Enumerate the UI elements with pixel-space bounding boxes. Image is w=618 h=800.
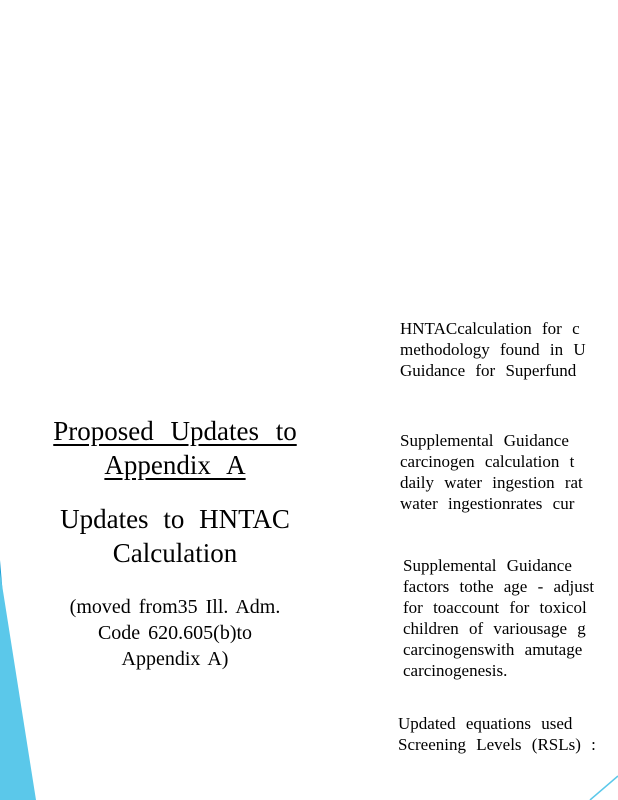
paragraph-line: children of variousage g [403,619,586,638]
paragraph-age-adjustment [403,555,618,681]
note-line-3: Appendix A) [121,648,229,670]
paragraph-line: carcinogen calculation t [400,452,575,471]
paragraph-line: Supplemental Guidance [403,556,572,575]
paragraph-updated-equations [398,713,618,755]
paragraph-water-ingestion [400,430,618,514]
note-line-2: Code 620.605(b)to [97,622,253,644]
note-line-1: (moved from35 Ill. Adm. [69,596,281,618]
slide-note [20,594,330,672]
slide-title [20,414,330,482]
paragraph-line: Supplemental Guidance [400,431,569,450]
title-line-1: Proposed Updates to [53,416,297,446]
paragraph-line: methodology found in U [400,340,586,359]
paragraph-line: Screening Levels (RSLs) : [398,735,596,754]
paragraph-line: Updated equations used [398,714,573,733]
paragraph-line: Guidance for Superfund [400,361,577,380]
paragraph-hntac-methodology [400,318,618,381]
paragraph-line: HNTACcalculation for c [400,319,580,338]
subtitle-line-1: Updates to HNTAC [60,504,290,534]
paragraph-line: factors tothe age - adjust [403,577,595,596]
title-line-2: Appendix A [104,450,246,480]
paragraph-line: daily water ingestion rat [400,473,583,492]
paragraph-line: carcinogenswith amutage [403,640,583,659]
subtitle-line-2: Calculation [112,538,238,568]
paragraph-line: water ingestionrates cur [400,494,575,513]
accent-line [590,776,618,800]
paragraph-line: for toaccount for toxicol [403,598,587,617]
paragraph-line: carcinogenesis. [403,661,508,680]
slide-subtitle [20,502,330,570]
title-block [20,414,330,672]
